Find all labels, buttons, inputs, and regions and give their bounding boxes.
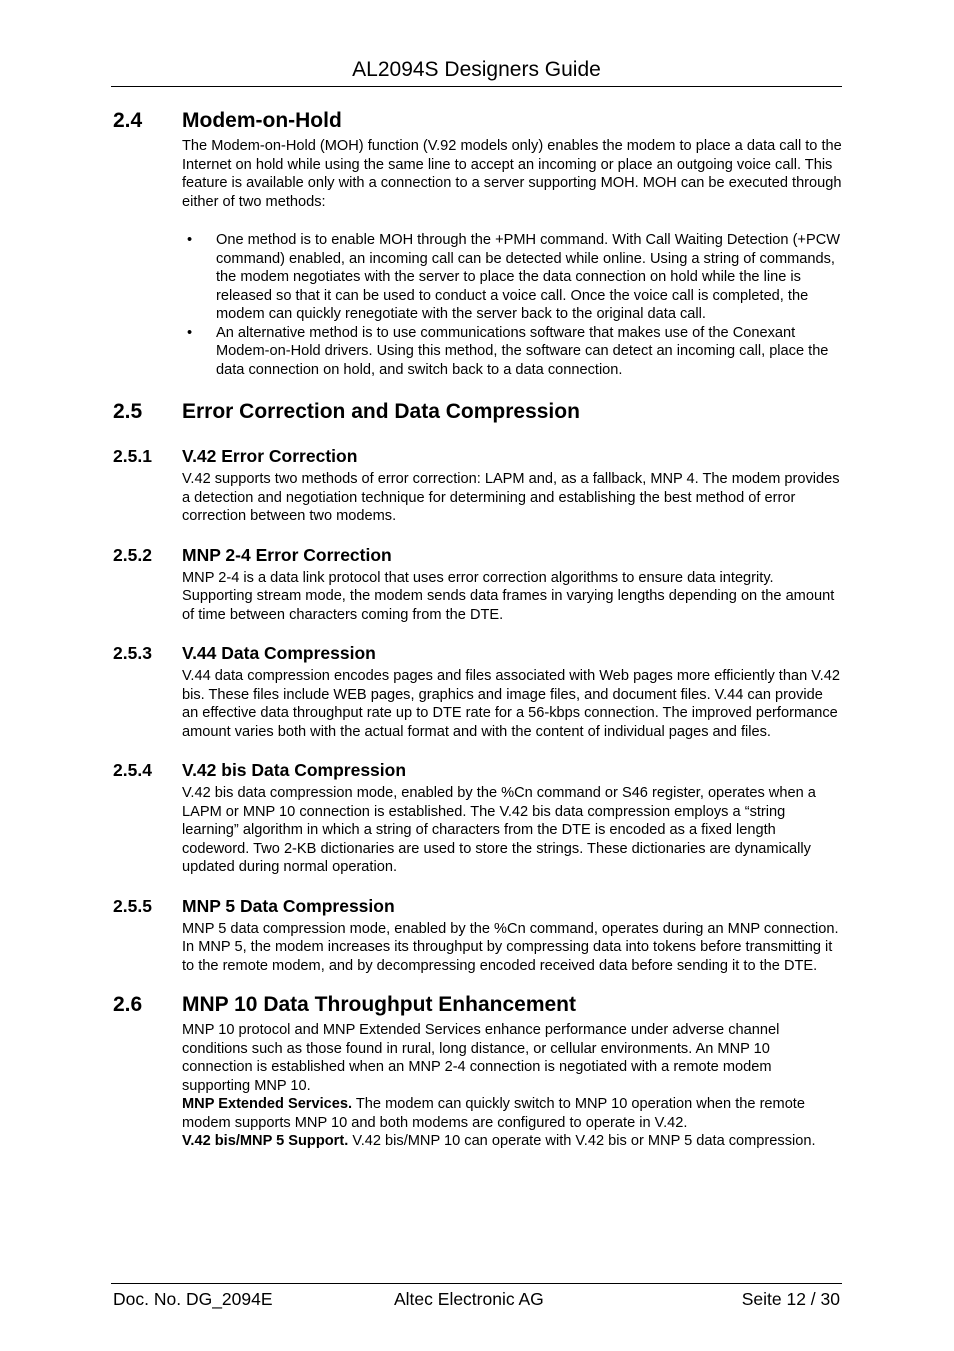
run-in-label: MNP Extended Services. xyxy=(182,1096,353,1112)
page-content xyxy=(113,108,843,1151)
section-number: 2.5 xyxy=(113,400,143,423)
subsection-heading-2-5-4 xyxy=(113,759,843,781)
paragraph-text: The modem can quickly switch to MNP 10 operation when the remote modem supports MNP 10 and both modems are configured to operate in V.42. xyxy=(182,1096,805,1131)
paragraph: V.42 supports two methods of error correction: LAPM and, as a fallback, MNP 4. The modem provides a detection and negotiation technique for determining and establishing the best method of error correction between two modems. xyxy=(182,471,840,524)
section-number: 2.6 xyxy=(113,993,143,1016)
document-title: AL2094S Designers Guide xyxy=(352,58,601,81)
page-number: Seite 12 / 30 xyxy=(741,1289,840,1309)
subsection-title: V.42 Error Correction xyxy=(182,446,358,466)
subsection-title: V.42 bis Data Compression xyxy=(182,760,407,780)
subsection-heading-2-5-1 xyxy=(113,445,843,467)
bullet-icon: • xyxy=(187,324,193,341)
list-item-text: An alternative method is to use communications software that makes use of the Conexant Modem-on-Hold drivers. Using this method, the software can detect an incoming call, place the data connection on hold, and switch back to a data connection. xyxy=(216,324,829,378)
section-heading-2-6 xyxy=(113,992,843,1018)
paragraph: The Modem-on-Hold (MOH) function (V.92 models only) enables the modem to place a data call to the Internet on hold while using the same line to accept an incoming or place an outgoing voice call. This feature is available only with a connection to a server supporting MOH. MOH can be executed through either of two methods: xyxy=(182,138,842,210)
paragraph: MNP 10 protocol and MNP Extended Services enhance performance under adverse channel conditions such as those found in rural, long distance, or cellular environments. An MNP 10 connection is established when an MNP 2-4 connection is negotiated with a remote modem supporting MNP 10. xyxy=(182,1022,780,1094)
company-name: Altec Electronic AG xyxy=(394,1289,544,1309)
section-heading-2-5 xyxy=(113,399,843,425)
subsection-title: MNP 2-4 Error Correction xyxy=(182,544,392,565)
subsection-number: 2.5.5 xyxy=(113,895,152,916)
paragraph xyxy=(182,1132,843,1151)
subsection-number: 2.5.4 xyxy=(113,760,152,780)
list-item xyxy=(182,324,843,380)
section-heading-2-4 xyxy=(113,108,843,134)
subsection-title: V.44 Data Compression xyxy=(182,643,376,663)
section-title: Modem-on-Hold xyxy=(182,109,342,132)
subsection-number: 2.5.3 xyxy=(113,643,152,663)
list-item xyxy=(182,231,843,324)
doc-number: Doc. No. DG_2094E xyxy=(113,1289,273,1309)
page-header xyxy=(111,56,842,87)
paragraph: MNP 5 data compression mode, enabled by the %Cn command, operates during an MNP connection. xyxy=(182,920,839,937)
section-title: Error Correction and Data Compression xyxy=(182,400,580,423)
paragraph: In MNP 5, the modem increases its throughput by compressing data into tokens before transmitting it to the remote modem, and by decompressing encoded received data before sending it to the DTE. xyxy=(182,939,833,974)
bullet-icon: • xyxy=(187,232,193,248)
bullet-list xyxy=(182,231,843,379)
section-title: MNP 10 Data Throughput Enhancement xyxy=(182,993,576,1016)
paragraph: MNP 2-4 is a data link protocol that uses error correction algorithms to ensure data integrity. Supporting stream mode, the modem sends data frames in varying lengths depending on the amount of time between characters coming from the DTE. xyxy=(182,569,835,623)
paragraph: V.42 bis data compression mode, enabled by the %Cn command or S46 register, operates when a LAPM or MNP 10 connection is established. The V.42 bis data compression employs a “string learning” algorithm in which a string of characters from the DTE is encoded as a fixed length codeword. Two 2-KB dictionaries are used to store the strings. These dictionaries are dynamically updated during normal operation. xyxy=(182,785,816,875)
paragraph-text: V.42 bis/MNP 10 can operate with V.42 bis or MNP 5 data compression. xyxy=(348,1133,816,1149)
run-in-label: V.42 bis/MNP 5 Support. xyxy=(182,1133,349,1149)
subsection-title: MNP 5 Data Compression xyxy=(182,895,395,916)
subsection-number: 2.5.2 xyxy=(113,544,152,565)
section-number: 2.4 xyxy=(113,109,143,132)
page-footer xyxy=(111,1283,842,1310)
subsection-number: 2.5.1 xyxy=(113,446,152,466)
list-item-text: One method is to enable MOH through the +PMH command. With Call Waiting Detection (+PCW command) enabled, an incoming call can be detected while online. Using a string of commands, the modem negotiates with the server to place the data connection on hold while the line is released so that it can be used to conduct a voice call. Once the voice call is completed, the modem can quickly renegotiate with the server back to the original data call. xyxy=(216,232,841,322)
subsection-heading-2-5-5 xyxy=(113,895,843,917)
subsection-heading-2-5-2 xyxy=(113,544,843,566)
paragraph xyxy=(182,1095,843,1132)
paragraph: V.44 data compression encodes pages and files associated with Web pages more efficiently than V.42 bis. These files include WEB pages, graphics and image files, and document files. V.44 can provide an effective data throughput rate up to DTE rate for a 56-kbps connection. The improved performance amount varies both with the actual format and with the content of individual pages and files. xyxy=(182,668,840,740)
subsection-heading-2-5-3 xyxy=(113,642,843,664)
